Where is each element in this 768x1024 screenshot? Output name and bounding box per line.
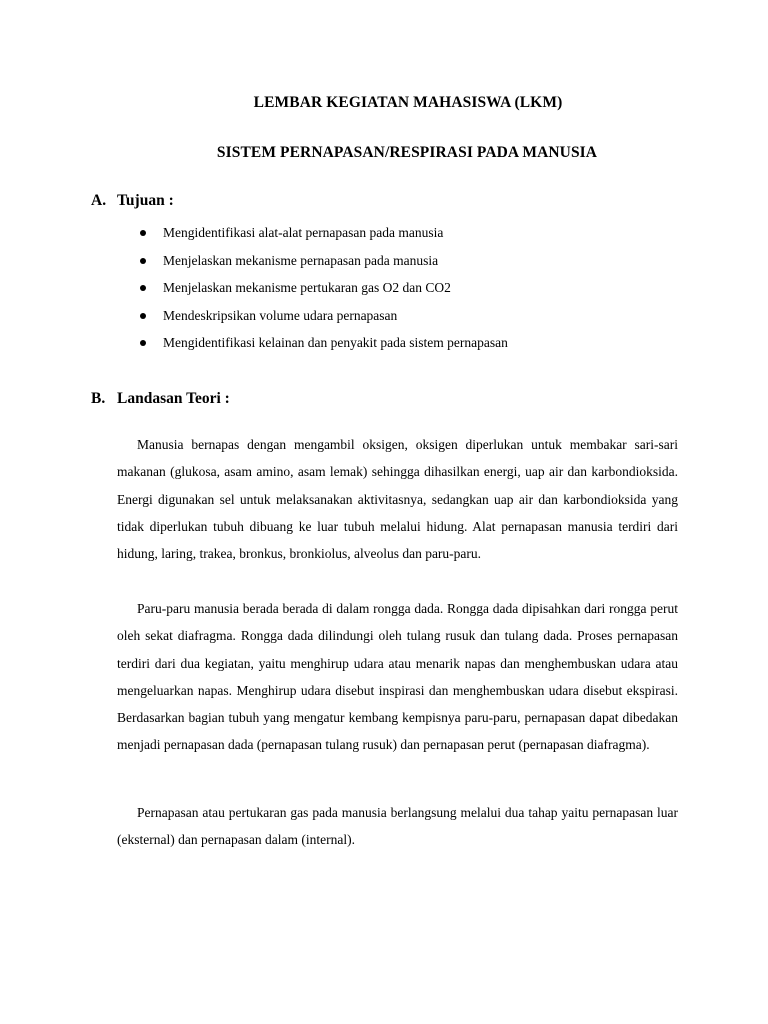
bullet-icon <box>140 313 146 319</box>
document-title: LEMBAR KEGIATAN MAHASISWA (LKM) <box>253 94 563 111</box>
list-item <box>136 334 508 362</box>
section-a-heading <box>91 192 174 210</box>
bullet-icon <box>140 230 146 236</box>
list-item <box>136 224 508 252</box>
list-item-text: Menjelaskan mekanisme pertukaran gas O2 dan CO2 <box>163 280 451 295</box>
section-b-heading <box>91 390 230 408</box>
list-item <box>136 252 508 280</box>
list-item <box>136 307 508 335</box>
list-item-text: Mendeskripsikan volume udara pernapasan <box>163 307 398 323</box>
section-b-letter: B. <box>91 390 106 407</box>
objectives-list <box>136 224 508 362</box>
theory-paragraph-3: Pernapasan atau pertukaran gas pada manusia berlangsung melalui dua tahap yaitu pernapasan luar (eksternal) dan pernapasan dalam (internal). <box>117 805 678 848</box>
section-a-letter: A. <box>91 192 107 209</box>
theory-paragraph-1: Manusia bernapas dengan mengambil oksigen, oksigen diperlukan untuk membakar sari-sari makanan (glukosa, asam amino, asam lemak) sehingga dihasilkan energi, uap air dan karbondioksida. Energi digunakan sel untuk melaksanakan aktivitasnya, sedangkan uap air dan karbondioksida yang tidak diperlukan tubuh dibuang ke luar tubuh melalui hidung. Alat pernapasan manusia terdiri dari hidung, laring, trakea, bronkus, bronkiolus, alveolus dan paru-paru. <box>117 437 678 562</box>
theory-paragraph-2: Paru-paru manusia berada berada di dalam rongga dada. Rongga dada dipisahkan dari rongga perut oleh sekat diafragma. Rongga dada dilindungi oleh tulang rusuk dan tulang dada. Proses pernapasan terdiri dari dua kegiatan, yaitu menghirup udara atau menarik napas dan menghembuskan udara atau mengeluarkan napas. Menghirup udara disebut inspirasi dan menghembuskan udara disebut ekspirasi. Berdasarkan bagian tubuh yang mengatur kembang kempisnya paru-paru, pernapasan dapat dibedakan menjadi pernapasan dada (pernapasan tulang rusuk) dan pernapasan perut (pernapasan diafragma). <box>117 601 678 753</box>
list-item <box>136 279 508 307</box>
list-item-text: Menjelaskan mekanisme pernapasan pada manusia <box>163 252 439 268</box>
section-b-title: Landasan Teori : <box>117 390 230 407</box>
bullet-icon <box>140 258 146 264</box>
list-item-text: Mengidentifikasi alat-alat pernapasan pada manusia <box>163 225 444 240</box>
document-subtitle: SISTEM PERNAPASAN/RESPIRASI PADA MANUSIA <box>216 144 598 161</box>
bullet-icon <box>140 340 146 346</box>
section-a-title: Tujuan : <box>117 192 174 209</box>
list-item-text: Mengidentifikasi kelainan dan penyakit pada sistem pernapasan <box>163 335 508 350</box>
bullet-icon <box>140 285 146 291</box>
